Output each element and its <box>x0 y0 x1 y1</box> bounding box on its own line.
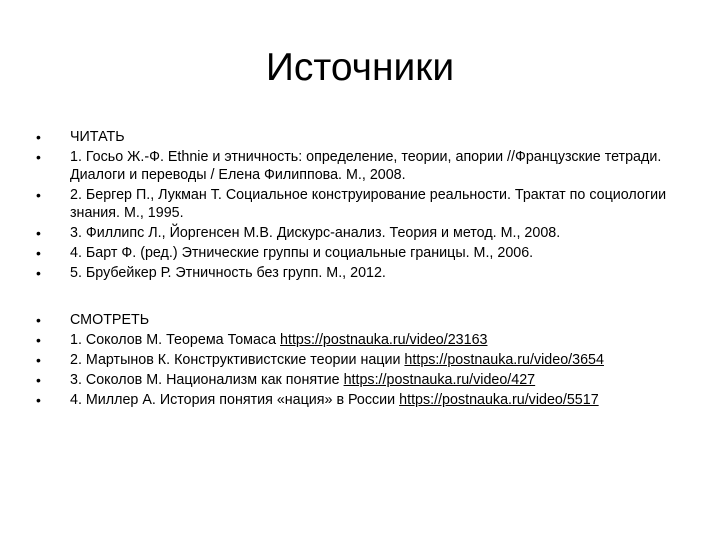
list-item <box>36 391 686 409</box>
list-item <box>36 244 686 262</box>
list-item <box>36 148 686 184</box>
watch-item-text: 1. Соколов М. Теорема Томаса <box>70 332 281 348</box>
bullet-icon: • <box>36 352 41 368</box>
bullet-icon: • <box>36 129 41 145</box>
video-link[interactable]: https://postnauka.ru/video/23163 <box>280 332 488 348</box>
list-item <box>36 186 686 222</box>
bullet-icon: • <box>36 265 41 281</box>
video-link[interactable]: https://postnauka.ru/video/427 <box>343 372 536 388</box>
slide-title: Источники <box>265 46 455 89</box>
list-item <box>36 351 686 369</box>
read-item-text: 5. Брубейкер Р. Этничность без групп. М., 2012. <box>70 265 386 281</box>
bullet-icon: • <box>36 372 41 388</box>
list-item <box>36 371 686 389</box>
read-list <box>36 128 686 284</box>
read-item-text: 3. Филлипс Л., Йоргенсен М.В. Дискурс-анализ. Теория и метод. М., 2008. <box>70 225 561 241</box>
bullet-icon: • <box>36 187 41 203</box>
list-item <box>36 224 686 242</box>
bullet-icon: • <box>36 149 41 165</box>
list-item <box>36 264 686 282</box>
bullet-icon: • <box>36 312 41 328</box>
bullet-icon: • <box>36 392 41 408</box>
bullet-icon: • <box>36 225 41 241</box>
read-heading: ЧИТАТЬ <box>70 129 125 145</box>
video-link[interactable]: https://postnauka.ru/video/5517 <box>399 392 599 408</box>
list-item <box>36 128 686 146</box>
list-item <box>36 331 686 349</box>
watch-list <box>36 311 686 411</box>
watch-item-text: 3. Соколов М. Национализм как понятие <box>70 372 344 388</box>
bullet-icon: • <box>36 245 41 261</box>
list-item <box>36 311 686 329</box>
watch-heading: СМОТРЕТЬ <box>70 312 150 328</box>
watch-item-text: 2. Мартынов К. Конструктивистские теории нации <box>70 352 405 368</box>
video-link[interactable]: https://postnauka.ru/video/3654 <box>404 352 604 368</box>
watch-item-text: 4. Миллер А. История понятия «нация» в России <box>70 392 400 408</box>
read-item-text: 2. Бергер П., Лукман Т. Социальное конструирование реальности. Трактат по социологии знания. М., 1995. <box>70 187 667 221</box>
bullet-icon: • <box>36 332 41 348</box>
read-item-text: 1. Госьо Ж.-Ф. Ethnie и этничность: определение, теории, апории //Французские тетради. Диалоги и переводы / Елена Филиппова. М., 2008. <box>70 149 662 183</box>
read-item-text: 4. Барт Ф. (ред.) Этнические группы и социальные границы. М., 2006. <box>70 245 534 261</box>
